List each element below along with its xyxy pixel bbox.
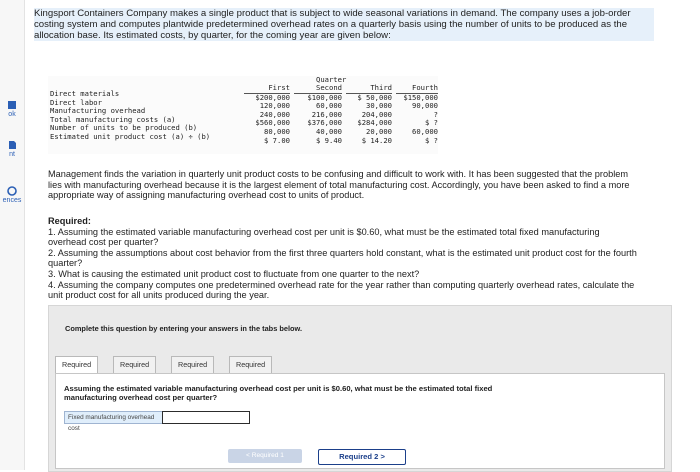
document-icon [7,140,17,150]
column-fourth [396,76,438,145]
required-item: 1. Assuming the estimated variable manufacturing overhead cost per unit is $0.60, what must be the estimated total fixed manufacturing overhead cost per quarter? [48,226,600,248]
table-cell: $376,000 [307,118,342,128]
column-third [346,76,392,145]
table-cell: 60,000 [316,101,342,111]
sidebar-item-label: ences [2,197,22,204]
table-cell: 216,000 [311,109,342,119]
required-section [48,216,638,301]
tab-required-3[interactable]: Required [171,356,214,374]
table-cell: $ 14.20 [361,135,392,145]
required-item: 3. What is causing the estimated unit product cost to fluctuate from one quarter to the next? [48,268,420,279]
tab-required-1[interactable]: Required [55,356,98,374]
table-cell: 60,000 [412,126,438,136]
question-text: Assuming the estimated variable manufacturing overhead cost per unit is $0.60, what must be the estimated total fixed manufacturing overhead cost per quarter? [64,384,493,403]
required-title: Required: [48,216,91,226]
column-header: Fourth [396,84,438,94]
sidebar-item-ebook[interactable] [0,100,24,118]
table-cell: 30,000 [366,101,392,111]
required-item: 4. Assuming the company computes one predetermined overhead rate for the year rather than computing quarterly overhead rates, calculate the unit product cost for all units produced during the year. [48,279,635,301]
table-cell: 20,000 [366,126,392,136]
table-cell: $ 7.00 [264,135,290,145]
column-header: Third [346,84,392,94]
column-first [244,76,290,145]
tab-required-4[interactable]: Required [229,356,272,374]
sidebar-item-label: ok [8,111,16,118]
row-label: Direct labor [50,97,102,107]
column-header: Second [294,84,342,94]
table-cell: 40,000 [316,126,342,136]
answer-box [48,305,672,472]
column-header: First [244,84,290,94]
table-cell: $100,000 [307,92,342,102]
row-labels [50,90,210,142]
table-cell: $560,000 [255,118,290,128]
table-cell: 90,000 [412,101,438,111]
row-label: Number of units to be produced (b) [50,123,198,133]
problem-intro [34,8,654,41]
table-cell: $ ? [425,135,438,145]
table-cell: $200,000 [255,92,290,102]
row-label: Direct materials [50,89,120,98]
left-sidebar [0,0,25,470]
management-text: Management finds the variation in quarterly unit product costs to be confusing and difficult to work with. It has been suggested that the problem lies with manufacturing overhead because it is the largest element of total manufacturing cost. Accordingly, you have been asked to find a more appropriate way of assigning manufacturing overhead cost to units of product. [48,169,630,201]
sidebar-item-label: nt [9,151,15,158]
table-cell: 204,000 [361,109,392,119]
tab-panel [55,373,665,469]
sidebar-item-references[interactable] [0,186,24,204]
table-cell: $284,000 [357,118,392,128]
answer-input[interactable] [162,411,250,424]
intro-text: Kingsport Containers Company makes a single product that is subject to wide seasonal variations in demand. The company uses a job-order costing system and computes plantwide predetermined overhead rates on a quarterly basis using the number of units to be produced as the allocation base. Its estimated costs, by quarter, for the coming year are given below: [34,8,654,41]
row-label: Manufacturing overhead [50,106,146,116]
next-button[interactable]: Required 2 > [318,449,406,465]
reference-icon [7,186,17,196]
previous-button[interactable]: < Required 1 [228,449,302,463]
quarter-header: Quarter [316,75,347,84]
row-label: Estimated unit product cost (a) ÷ (b) [50,131,211,141]
row-label: Total manufacturing costs (a) [50,114,176,124]
table-cell: $ 9.40 [316,135,342,145]
answer-instructions: Complete this question by entering your answers in the tabs below. [65,324,303,333]
cost-table [48,76,438,154]
sidebar-item-print[interactable] [0,140,24,158]
table-cell: 80,000 [264,126,290,136]
table-cell: ? [433,109,438,119]
tab-required-2[interactable]: Required [113,356,156,374]
table-cell: 240,000 [259,109,290,119]
table-cell: $150,000 [403,92,438,102]
required-item: 2. Assuming the assumptions about cost behavior from the first three quarters hold constant, what is the estimated unit product cost for the fourth quarter? [48,247,637,269]
column-second [294,76,342,145]
table-cell: 120,000 [259,101,290,111]
answer-field-label: Fixed manufacturing overhead cost [64,411,165,424]
book-icon [7,100,17,110]
table-cell: $ 50,000 [357,92,392,102]
table-cell: $ ? [425,118,438,128]
